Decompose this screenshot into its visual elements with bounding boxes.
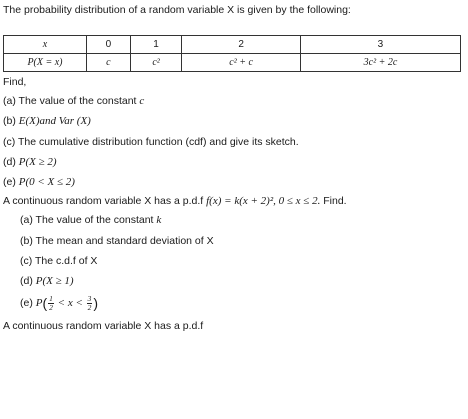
q2-part-c: (c) The c.d.f of X — [20, 255, 98, 267]
q2-stem-end: Find. — [320, 195, 347, 207]
table-cell-x0: 0 — [87, 36, 131, 54]
q1-part-d — [3, 156, 57, 169]
q1-part-a — [3, 95, 144, 108]
table-header-x: x — [4, 36, 87, 54]
q2-part-a-math: k — [156, 214, 162, 226]
q1-part-e — [3, 176, 75, 189]
q2-part-e — [20, 295, 98, 311]
table-cell-p2: c² + c — [182, 54, 301, 72]
q2-part-e-num-1: 1 — [49, 294, 53, 304]
q3-stem: A continuous random variable X has a p.d.f — [3, 320, 204, 332]
q2-part-e-p: P — [35, 297, 43, 309]
q2-stem-start: A continuous random variable X has a p.d.f — [3, 195, 207, 207]
table-cell-x2: 2 — [182, 36, 301, 54]
q2-part-e-den-1: 2 — [49, 302, 53, 312]
intro-text: The probability distribution of a random variable X is given by the following: — [3, 4, 351, 16]
table-row-p — [4, 54, 461, 72]
distribution-table — [3, 35, 461, 72]
q2-part-a — [20, 214, 161, 227]
q2-part-e-den-2: 2 — [87, 302, 92, 312]
table-row-x — [4, 36, 461, 54]
q1-part-b-math: E(X)and Var (X) — [18, 115, 91, 127]
table-cell-p3: 3c² + 2c — [300, 54, 460, 72]
q2-part-d-text: (d) — [20, 275, 36, 287]
q2-part-e-frac-2 — [87, 295, 93, 311]
q1-part-b — [3, 115, 91, 128]
q2-part-b: (b) The mean and standard deviation of X — [20, 235, 214, 247]
q2-part-e-mid: < x < — [54, 297, 86, 309]
q2-part-e-text: (e) — [20, 297, 36, 309]
q1-part-e-math: P(0 < X ≤ 2) — [18, 176, 75, 188]
q1-find: Find, — [3, 76, 27, 88]
q2-part-a-text: (a) The value of the constant — [20, 214, 157, 226]
table-header-p: P(X = x) — [4, 54, 87, 72]
q2-stem — [3, 195, 347, 208]
q1-part-a-text: (a) The value of the constant — [3, 95, 140, 107]
table-cell-p1: c² — [130, 54, 182, 72]
q1-part-e-text: (e) — [3, 176, 19, 188]
q2-part-d-math: P(X ≥ 1) — [35, 275, 74, 287]
table-cell-p0: c — [87, 54, 131, 72]
q2-part-e-close-paren: ) — [93, 295, 99, 312]
table-cell-x1: 1 — [130, 36, 182, 54]
q2-part-d — [20, 275, 74, 288]
table-cell-x3: 3 — [300, 36, 460, 54]
q2-part-e-frac-1 — [48, 295, 54, 311]
q2-part-e-num-2: 3 — [87, 294, 92, 304]
q1-part-c: (c) The cumulative distribution function (cdf) and give its sketch. — [3, 136, 299, 148]
q2-stem-math: f(x) = k(x + 2)², 0 ≤ x ≤ 2. — [206, 195, 321, 207]
q2-part-e-open-paren: ( — [42, 295, 48, 312]
q1-part-d-math: P(X ≥ 2) — [18, 156, 57, 168]
q1-part-a-math: c — [139, 95, 145, 107]
q1-part-d-text: (d) — [3, 156, 19, 168]
q1-part-b-text: (b) — [3, 115, 19, 127]
